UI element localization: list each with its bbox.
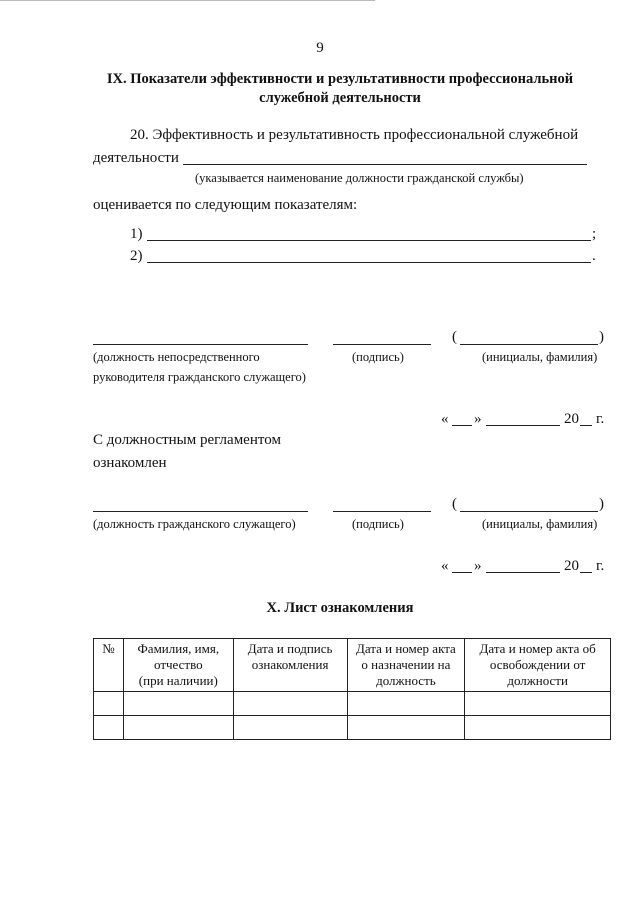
date1-open-quote: « <box>441 411 449 427</box>
employee-position-caption: (должность гражданского служащего) <box>93 517 296 531</box>
employee-name-caption: (инициалы, фамилия) <box>482 517 598 531</box>
page-top-rule <box>0 0 375 1</box>
section-10-heading: X. Лист ознакомления <box>266 600 414 616</box>
date2-open-quote: « <box>441 558 449 574</box>
acknowledgement-table <box>93 638 611 740</box>
table-cell[interactable] <box>94 692 124 716</box>
table-row <box>94 692 611 716</box>
page-number: 9 <box>316 40 324 56</box>
acquainted-line1: С должностным регламентом <box>93 432 281 448</box>
indicator-1-end: ; <box>592 226 597 242</box>
indicator-1-label: 1) <box>130 226 143 242</box>
table-cell[interactable] <box>94 716 124 740</box>
supervisor-bracket-close: ) <box>599 329 604 345</box>
supervisor-position-blank[interactable] <box>93 344 308 345</box>
date1-day-blank[interactable] <box>452 425 472 426</box>
date1-year-blank[interactable] <box>580 425 592 426</box>
date2-close-quote: » <box>474 558 482 574</box>
supervisor-position-caption-line1: (должность непосредственного <box>93 350 260 364</box>
paragraph-20-line2-label: деятельности <box>93 150 179 166</box>
section-9-heading-line2: служебной деятельности <box>259 90 421 106</box>
table-cell[interactable] <box>465 692 611 716</box>
table-cell[interactable] <box>123 692 233 716</box>
indicator-2-label: 2) <box>130 248 143 264</box>
date2-year-suffix: г. <box>596 558 605 574</box>
evaluated-by-text: оценивается по следующим показателям: <box>93 197 358 213</box>
date2-day-blank[interactable] <box>452 572 472 573</box>
section-9-heading-line1: IX. Показатели эффективности и результативности профессиональной <box>106 71 574 87</box>
supervisor-position-caption-line2: руководителя гражданского служащего) <box>93 370 306 384</box>
employee-name-blank[interactable] <box>460 497 598 512</box>
indicator-1-blank[interactable] <box>147 240 591 241</box>
date1-year-suffix: г. <box>596 411 605 427</box>
date2-year-prefix: 20 <box>564 558 579 574</box>
position-name-hint: (указывается наименование должности гражданской службы) <box>195 171 524 185</box>
employee-signature-caption: (подпись) <box>352 517 404 531</box>
date2-year-blank[interactable] <box>580 572 592 573</box>
supervisor-bracket-open: ( <box>452 329 457 345</box>
header-number: № <box>94 639 124 692</box>
table-cell[interactable] <box>233 716 347 740</box>
supervisor-signature-blank[interactable] <box>333 344 431 345</box>
acquainted-line2: ознакомлен <box>93 455 167 471</box>
header-full-name: Фамилия, имя, отчество (при наличии) <box>123 639 233 692</box>
employee-position-blank[interactable] <box>93 511 308 512</box>
table-row <box>94 716 611 740</box>
table-header-row <box>94 639 611 692</box>
employee-signature-blank[interactable] <box>333 511 431 512</box>
table-cell[interactable] <box>347 716 465 740</box>
paragraph-20-line1: 20. Эффективность и результативность профессиональной служебной <box>130 127 579 143</box>
header-dismissal-act: Дата и номер акта об освобождении от должности <box>465 639 611 692</box>
table-cell[interactable] <box>465 716 611 740</box>
indicator-2-blank[interactable] <box>147 262 591 263</box>
position-name-blank[interactable] <box>183 164 587 165</box>
header-ack-date-signature: Дата и подпись ознакомления <box>233 639 347 692</box>
employee-bracket-close: ) <box>599 496 604 512</box>
table-cell[interactable] <box>233 692 347 716</box>
supervisor-signature-caption: (подпись) <box>352 350 404 364</box>
table-cell[interactable] <box>347 692 465 716</box>
date1-month-blank[interactable] <box>486 425 560 426</box>
header-appointment-act: Дата и номер акта о назначении на должность <box>347 639 465 692</box>
date1-year-prefix: 20 <box>564 411 579 427</box>
supervisor-name-caption: (инициалы, фамилия) <box>482 350 598 364</box>
date2-month-blank[interactable] <box>486 572 560 573</box>
indicator-2-end: . <box>592 248 596 264</box>
supervisor-name-blank[interactable] <box>460 330 598 345</box>
table-cell[interactable] <box>123 716 233 740</box>
employee-bracket-open: ( <box>452 496 457 512</box>
section-9-heading <box>70 70 610 108</box>
date1-close-quote: » <box>474 411 482 427</box>
